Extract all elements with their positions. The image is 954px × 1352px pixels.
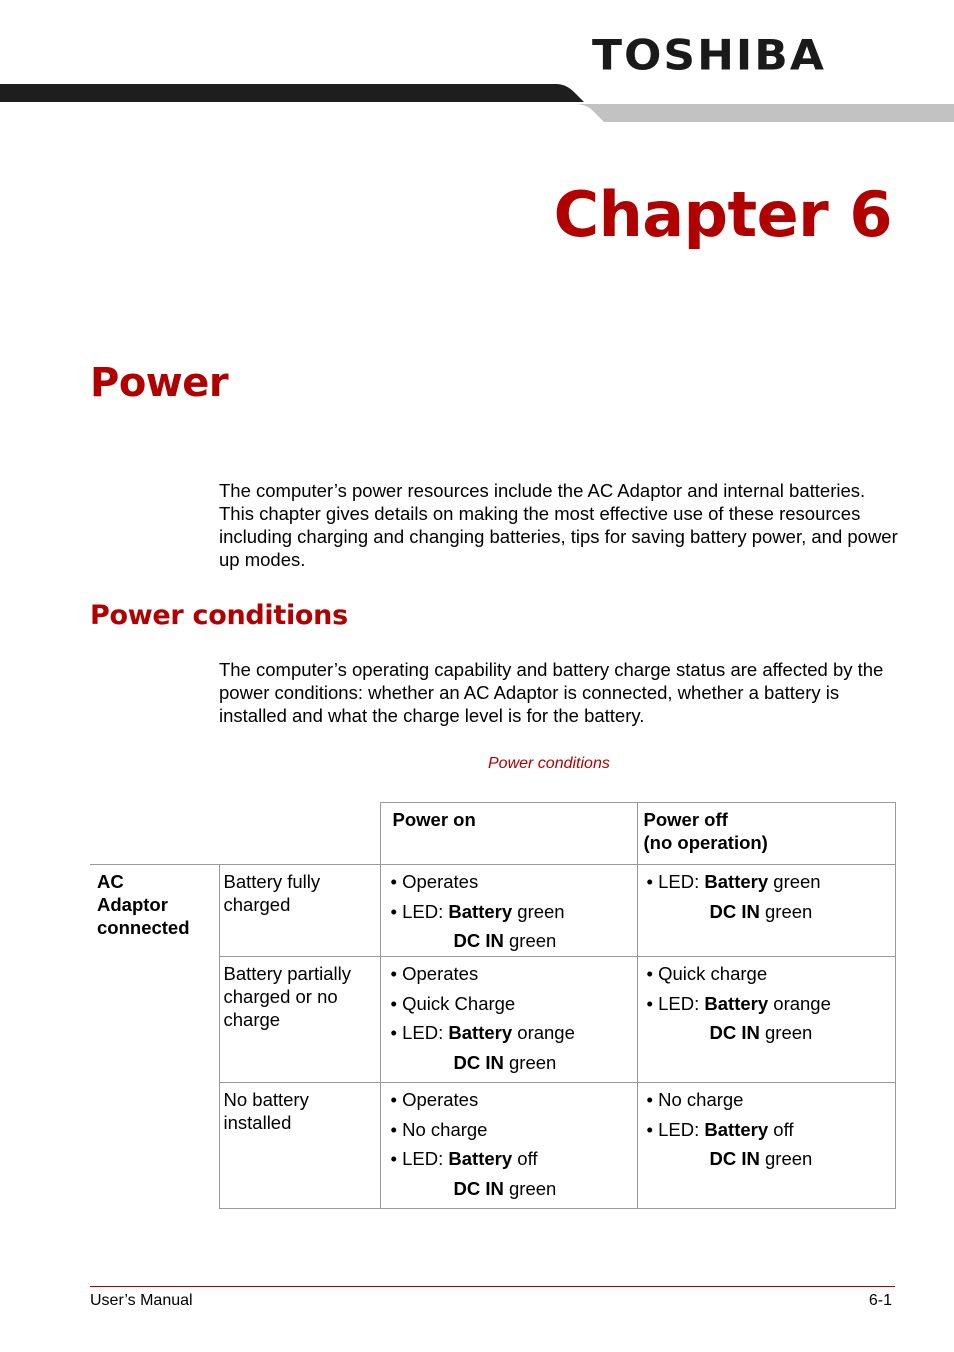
- toshiba-logo: TOSHIBA: [592, 31, 826, 80]
- chapter-number: Chapter 6: [553, 178, 892, 251]
- table-row: [90, 865, 895, 957]
- section-heading: Power conditions: [90, 600, 348, 631]
- footer-manual-label: User’s Manual: [90, 1292, 193, 1309]
- table-caption: Power conditions: [488, 755, 610, 772]
- power-on-cell: • Operates • No charge • LED: Battery off DC IN green: [380, 1083, 637, 1209]
- condition-cell: Battery fully charged: [219, 865, 380, 957]
- footer-rule: [90, 1286, 895, 1287]
- power-on-cell: • Operates • Quick Charge • LED: Battery orange DC IN green: [380, 957, 637, 1083]
- intro-paragraph: The computer’s power resources include the AC Adaptor and internal batteries. This chapter gives details on making the most effective use of these resources including charging and changing batteries, tips for saving battery power, and power up modes.: [219, 480, 898, 570]
- footer-page-number: 6-1: [868, 1292, 892, 1309]
- condition-cell: No battery installed: [219, 1083, 380, 1209]
- power-conditions-table: [90, 802, 896, 1209]
- power-off-cell: • Quick charge • LED: Battery orange DC IN green: [637, 957, 895, 1083]
- page-title: Power: [90, 360, 229, 406]
- power-off-cell: • LED: Battery green DC IN green: [637, 865, 895, 957]
- header-band: [0, 84, 954, 124]
- condition-cell: Battery partially charged or no charge: [219, 957, 380, 1083]
- header-power-on: Power on: [380, 803, 637, 865]
- header-power-off: Power off (no operation): [637, 803, 895, 865]
- power-on-cell: • Operates • LED: Battery green DC IN green: [380, 865, 637, 957]
- section-paragraph: The computer’s operating capability and battery charge status are affected by the power conditions: whether an AC Adaptor is connected, whether a battery is installed and what the charge level is for the battery.: [219, 659, 884, 726]
- table-header-row: [90, 803, 895, 865]
- group-label-ac-adaptor: AC Adaptor connected: [97, 871, 190, 938]
- power-off-cell: • No charge • LED: Battery off DC IN green: [637, 1083, 895, 1209]
